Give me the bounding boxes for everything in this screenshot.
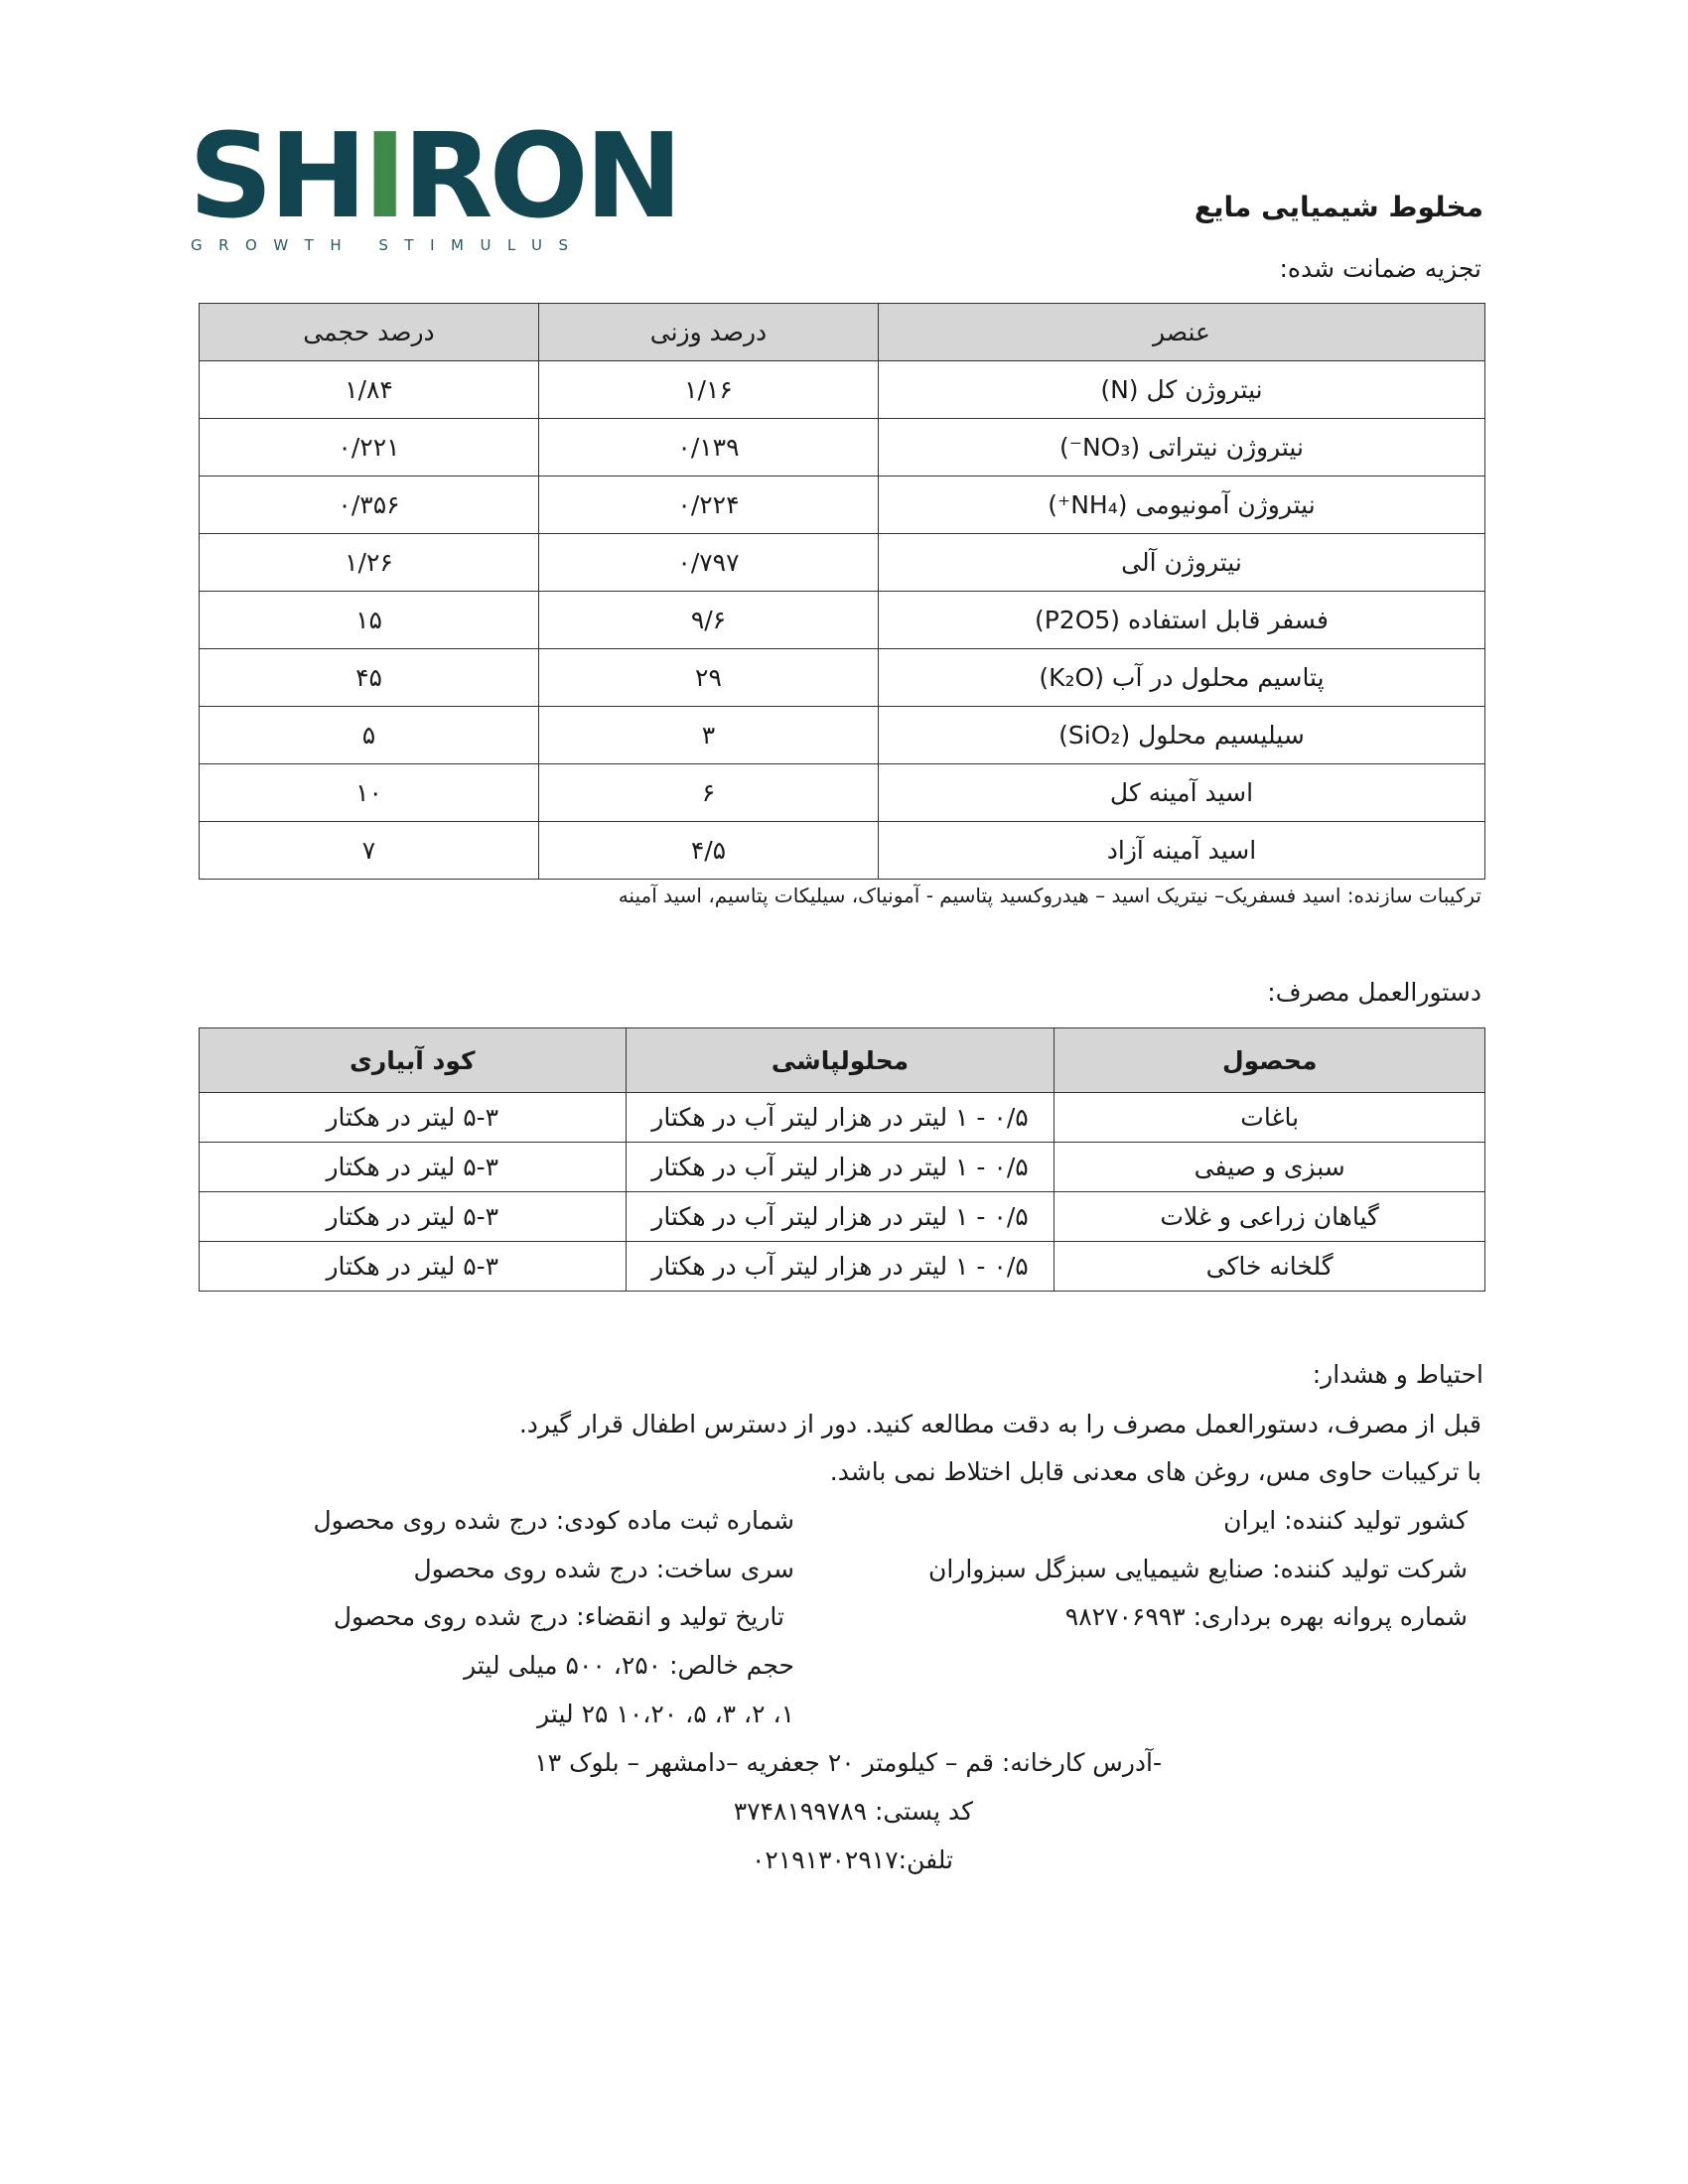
registration-number: شماره ثبت ماده کودی: درج شده روی محصول	[313, 1506, 794, 1535]
cell-crop: گیاهان زراعی و غلات	[1055, 1192, 1485, 1242]
warning-line-2: با ترکیبات حاوی مس، روغن های معدنی قابل اختلاط نمی باشد.	[829, 1457, 1481, 1486]
table-row	[200, 592, 1485, 649]
cell-volume: ۵	[200, 707, 539, 764]
table-row	[200, 477, 1485, 534]
usage-table	[199, 1027, 1485, 1292]
postal-code: کد پستی: ۳۷۴۸۱۹۹۷۸۹	[733, 1797, 973, 1826]
table-row	[200, 1192, 1485, 1242]
header-volume-percent: درصد حجمی	[200, 304, 539, 361]
header-element: عنصر	[878, 304, 1484, 361]
manufacturer: شرکت تولید کننده: صنایع شیمیایی سبزگل سبزواران	[927, 1555, 1468, 1583]
table-row	[200, 419, 1485, 477]
document-title: مخلوط شیمیایی مایع	[1194, 191, 1483, 223]
cell-volume: ۴۵	[200, 649, 539, 707]
cell-element: نیتروژن نیتراتی (NO₃⁻)	[878, 419, 1484, 477]
cell-weight: ۲۹	[538, 649, 878, 707]
logo-wordmark: SHIRON	[189, 107, 679, 244]
production-expiry-date: تاریخ تولید و انقضاء: درج شده روی محصول	[333, 1602, 784, 1631]
warning-label: احتیاط و هشدار:	[1312, 1360, 1483, 1389]
cell-volume: ۱۰	[200, 764, 539, 822]
table-row	[200, 1143, 1485, 1192]
header-weight-percent: درصد وزنی	[538, 304, 878, 361]
cell-crop: گلخانه خاکی	[1055, 1242, 1485, 1292]
warning-line-1: قبل از مصرف، دستورالعمل مصرف را به دقت مطالعه کنید. دور از دسترس اطفال قرار گیرد.	[518, 1410, 1481, 1438]
cell-volume: ۱/۲۶	[200, 534, 539, 592]
cell-foliar: ۰/۵ - ۱ لیتر در هزار لیتر آب در هکتار	[626, 1192, 1055, 1242]
cell-fertigation: ۵-۳ لیتر در هکتار	[200, 1242, 627, 1292]
table-row	[200, 649, 1485, 707]
cell-element: نیتروژن کل (N)	[878, 361, 1484, 419]
header-foliar-spray: محلولپاشی	[626, 1028, 1055, 1093]
cell-element: پتاسیم محلول در آب (K₂O)	[878, 649, 1484, 707]
header-fertigation: کود آبیاری	[200, 1028, 627, 1093]
cell-element: اسید آمینه آزاد	[878, 822, 1484, 880]
table-row	[200, 764, 1485, 822]
header-crop: محصول	[1055, 1028, 1485, 1093]
table-row	[200, 1093, 1485, 1143]
cell-weight: ۱/۱۶	[538, 361, 878, 419]
cell-weight: ۰/۱۳۹	[538, 419, 878, 477]
logo-tagline: GROWTH STIMULUS	[191, 236, 585, 254]
cell-element: سیلیسیم محلول (SiO₂)	[878, 707, 1484, 764]
cell-element: اسید آمینه کل	[878, 764, 1484, 822]
cell-element: نیتروژن آلی	[878, 534, 1484, 592]
cell-element: نیتروژن آمونیومی (NH₄⁺)	[878, 477, 1484, 534]
cell-volume: ۰/۳۵۶	[200, 477, 539, 534]
factory-address: -آدرس کارخانه: قم – کیلومتر ۲۰ جعفریه –دامشهر – بلوک ۱۳	[534, 1748, 1162, 1777]
cell-volume: ۷	[200, 822, 539, 880]
cell-weight: ۳	[538, 707, 878, 764]
table-row	[200, 1242, 1485, 1292]
table-header-row	[200, 304, 1485, 361]
cell-volume: ۱۵	[200, 592, 539, 649]
cell-foliar: ۰/۵ - ۱ لیتر در هزار لیتر آب در هکتار	[626, 1242, 1055, 1292]
cell-weight: ۹/۶	[538, 592, 878, 649]
cell-weight: ۰/۲۲۴	[538, 477, 878, 534]
country-of-origin: کشور تولید کننده: ایران	[1223, 1506, 1468, 1535]
table-header-row	[200, 1028, 1485, 1093]
table-row	[200, 707, 1485, 764]
cell-crop: سبزی و صیفی	[1055, 1143, 1485, 1192]
company-logo	[189, 107, 679, 256]
analysis-table	[199, 303, 1485, 880]
guaranteed-analysis-label: تجزیه ضمانت شده:	[1279, 254, 1481, 283]
batch-number: سری ساخت: درج شده روی محصول	[413, 1555, 794, 1583]
net-volume: حجم خالص: ۲۵۰، ۵۰۰ میلی لیتر	[464, 1651, 794, 1680]
cell-volume: ۰/۲۲۱	[200, 419, 539, 477]
license-number: شماره پروانه بهره برداری: ۹۸۲۷۰۶۹۹۳	[1064, 1602, 1468, 1631]
cell-weight: ۰/۷۹۷	[538, 534, 878, 592]
cell-fertigation: ۵-۳ لیتر در هکتار	[200, 1192, 627, 1242]
cell-foliar: ۰/۵ - ۱ لیتر در هزار لیتر آب در هکتار	[626, 1143, 1055, 1192]
table-row	[200, 534, 1485, 592]
cell-weight: ۴/۵	[538, 822, 878, 880]
table-row	[200, 822, 1485, 880]
cell-fertigation: ۵-۳ لیتر در هکتار	[200, 1093, 627, 1143]
cell-foliar: ۰/۵ - ۱ لیتر در هزار لیتر آب در هکتار	[626, 1093, 1055, 1143]
cell-weight: ۶	[538, 764, 878, 822]
cell-fertigation: ۵-۳ لیتر در هکتار	[200, 1143, 627, 1192]
cell-crop: باغات	[1055, 1093, 1485, 1143]
ingredients-note: ترکیبات سازنده: اسید فسفریک– نیتریک اسید – هیدروکسید پتاسیم - آمونیاک، سیلیکات پتاسیم، اسید آمینه	[618, 884, 1481, 907]
cell-element: فسفر قابل استفاده (P2O5)	[878, 592, 1484, 649]
net-volume-liters: ۱، ۲، ۳، ۵، ۱۰،۲۰ ۲۵ لیتر	[537, 1700, 794, 1728]
table-row	[200, 361, 1485, 419]
phone-number: تلفن:۰۲۱۹۱۳۰۲۹۱۷	[751, 1845, 953, 1874]
usage-instructions-label: دستورالعمل مصرف:	[1267, 978, 1481, 1007]
cell-volume: ۱/۸۴	[200, 361, 539, 419]
